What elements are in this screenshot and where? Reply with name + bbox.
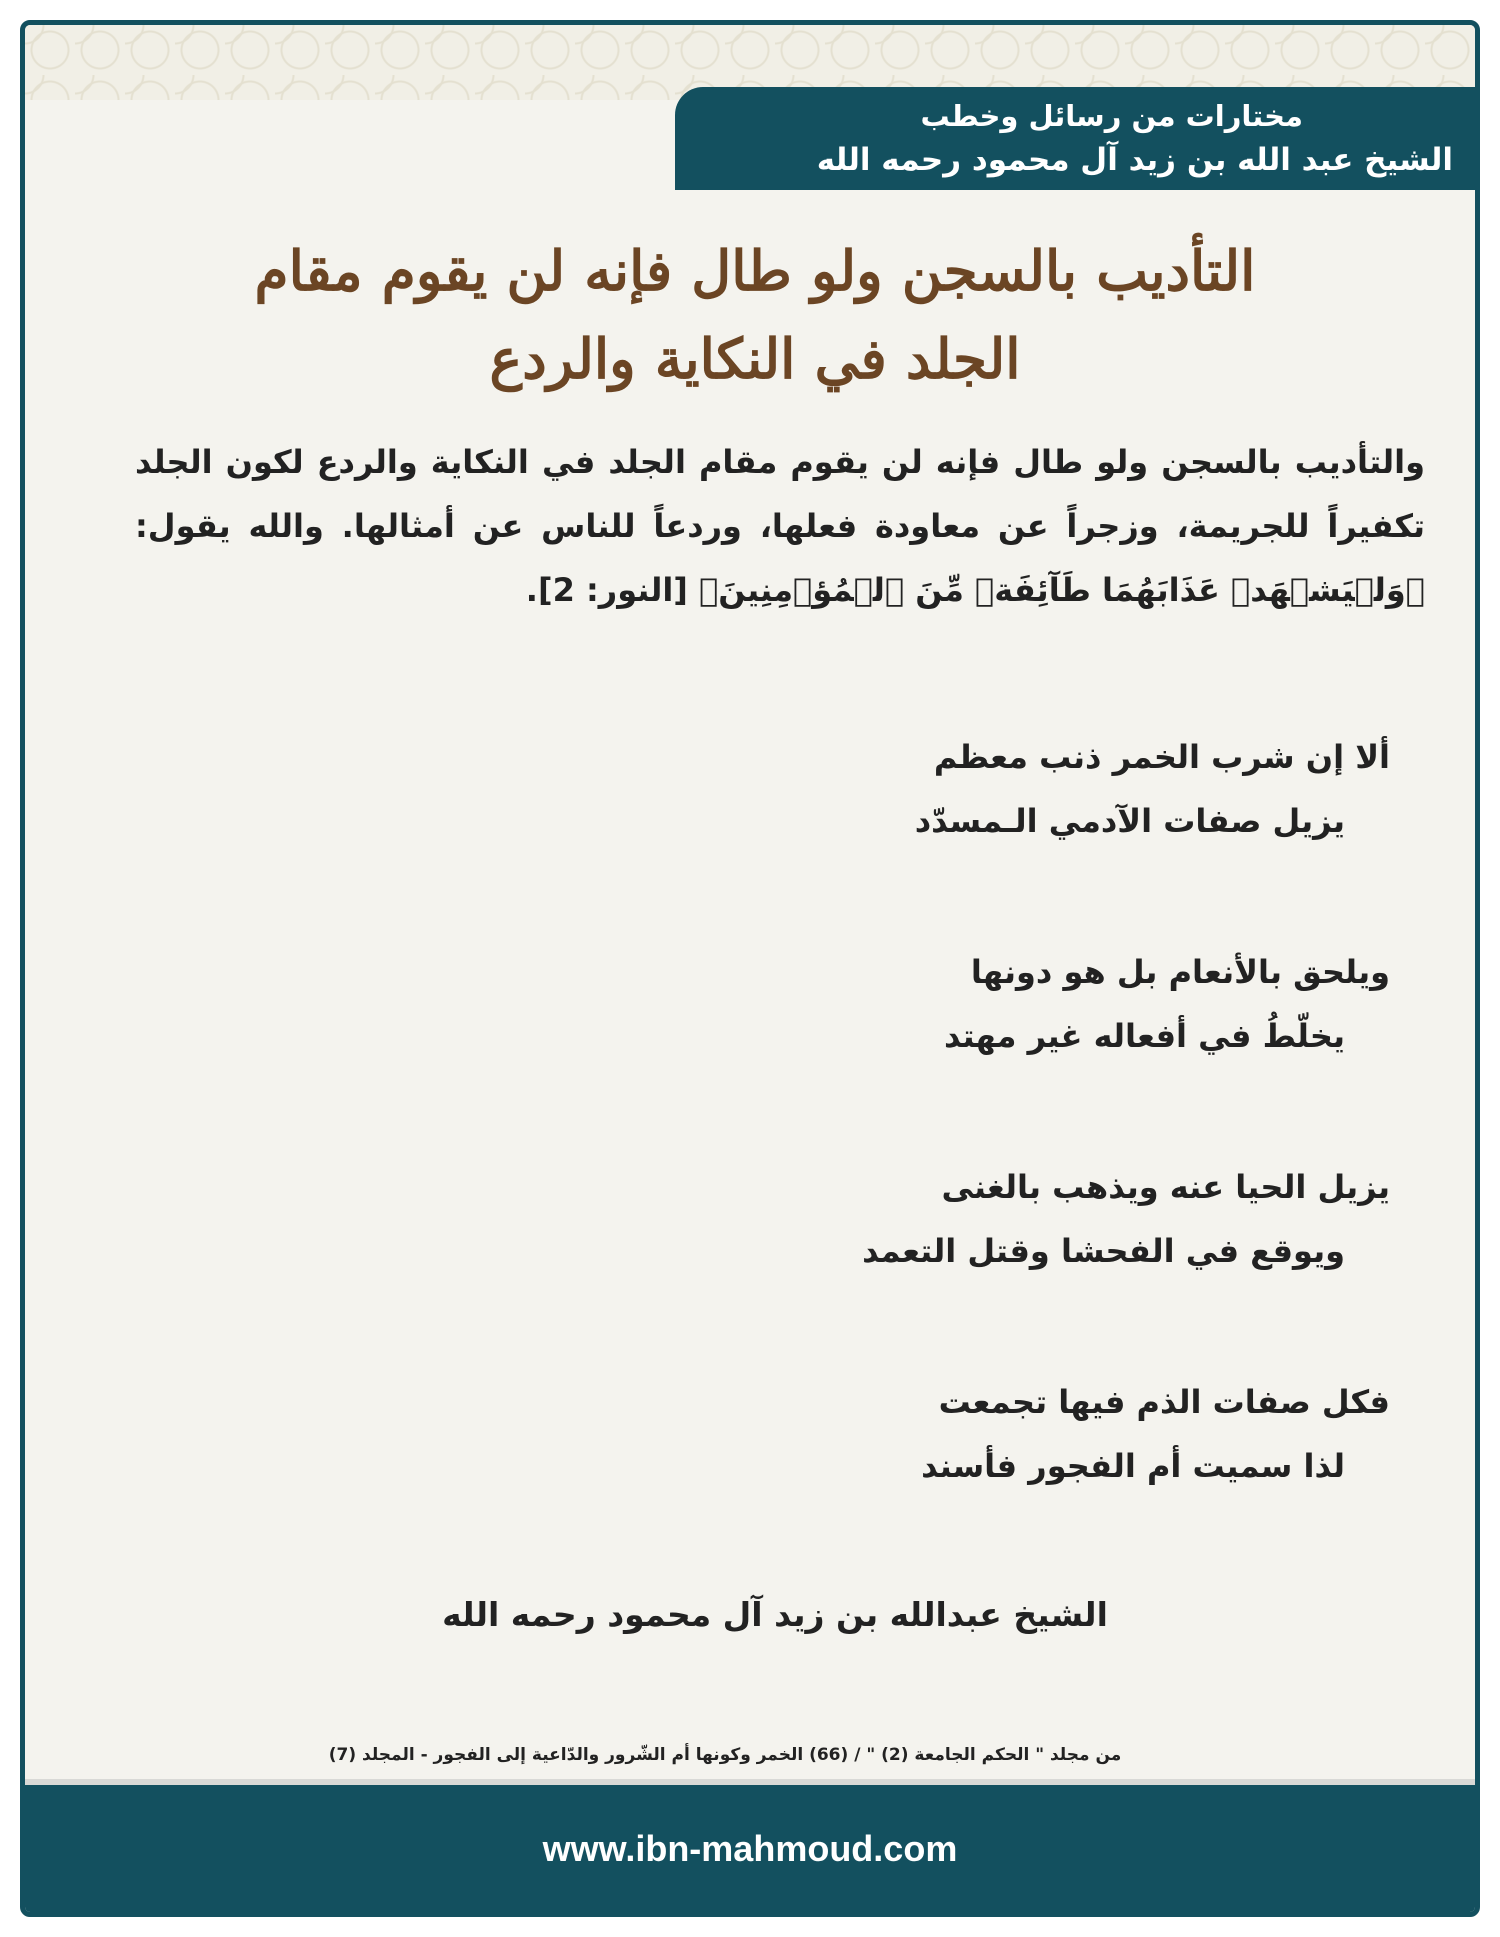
source-citation: من مجلد " الحكم الجامعة (2) " / (66) الخمر وكونها أم الشّرور والدّاعية إلى الفجور - المجلد (7)	[328, 1745, 1122, 1765]
series-header	[675, 87, 1475, 190]
poem-verse: فكل صفات الذم فيها تجمعت	[938, 1383, 1390, 1421]
series-author: الشيخ عبد الله بن زيد آل محمود رحمه الله	[816, 142, 1453, 178]
poem-verse: لذا سميت أم الفجور فأسند	[921, 1447, 1345, 1485]
footer-bar	[25, 1785, 1475, 1912]
series-title: مختارات من رسائل وخطب	[920, 99, 1303, 133]
poem-stanza-2	[690, 940, 1390, 1068]
website-link[interactable]: www.ibn-mahmoud.com	[542, 1827, 958, 1869]
poem-verse: يزيل صفات الآدمي الـمسدّد	[914, 802, 1345, 840]
page-frame	[20, 20, 1480, 1917]
article-body: والتأديب بالسجن ولو طال فإنه لن يقوم مقام الجلد في النكاية والردع لكون الجلد تكفيراً للجريمة، وزجراً عن معاودة فعلها، وردعاً للناس عن أمثالها. والله يقول: ﴿وَلۡيَشۡهَدۡ عَذَابَهُمَا طَآئِفَةٞ مِّنَ ٱلۡمُؤۡمِنِينَ﴾ [النور: 2].	[135, 443, 1425, 609]
author-signature: الشيخ عبدالله بن زيد آل محمود رحمه الله	[442, 1595, 1108, 1634]
poem-verse: يزيل الحيا عنه ويذهب بالغنى	[941, 1168, 1390, 1206]
poem-verse: ويوقع في الفحشا وقتل التعمد	[862, 1232, 1345, 1270]
article-title	[105, 227, 1405, 403]
poem-verse: يخلّطُ في أفعاله غير مهتد	[943, 1017, 1345, 1055]
poem-stanza-4	[690, 1370, 1390, 1498]
title-line-2: الجلد في النكاية والردع	[489, 326, 1021, 391]
poem-verse: ويلحق بالأنعام بل هو دونها	[970, 953, 1390, 991]
poem-stanza-1	[690, 725, 1390, 853]
title-line-1: التأديب بالسجن ولو طال فإنه لن يقوم مقام	[254, 238, 1256, 303]
poem-stanza-3	[690, 1155, 1390, 1283]
poem-verse: ألا إن شرب الخمر ذنب معظم	[933, 738, 1390, 776]
